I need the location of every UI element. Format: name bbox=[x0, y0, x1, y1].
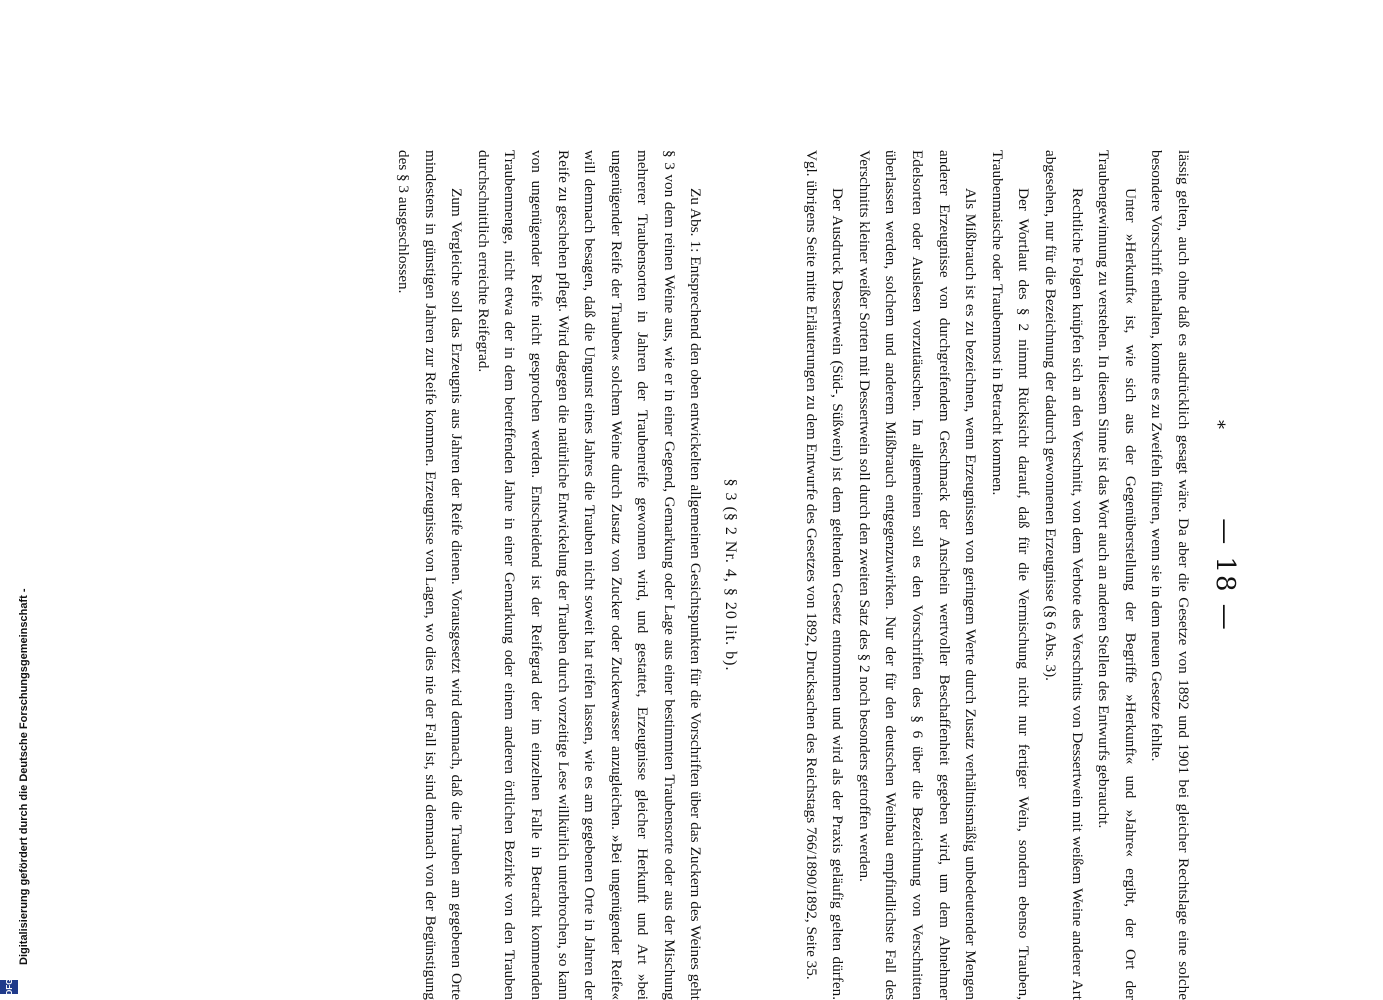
paragraph: Zum Vergleiche soll das Erzeugnis aus Jahren der Reife dienen. Vorausgesetzt wird demnach, daß die Trauben am gegebenen Orte mindestens in günstigen Jahren zur Reife kommen. Erzeugnisse von Lagen, wo dies nie der Fall ist, sind demnach von der Begünstigung des § 3 ausgeschlossen. bbox=[394, 150, 466, 1000]
paragraph: Rechtliche Folgen knüpfen sich an den Verschnitt, von dem Verbote des Verschnitts von Dessertwein mit weißem Weine anderer Art abgesehen, nur für die Bezeichnung der dadurch gewonnenen Erzeugnisse (§ 6 Abs. 3). bbox=[1042, 150, 1086, 1000]
paragraph: Unter »Herkunft« ist, wie sich aus der Gegenüberstellung der Begriffe »Herkunft« und »Jahre« ergibt, der Ort der Traubengewinnung zu verstehen. In diesem Sinne ist das Wort auch an anderen Stellen des Entwurfs gebraucht. bbox=[1095, 150, 1139, 1000]
dfg-logo-icon: DFG bbox=[0, 980, 18, 994]
paragraph: Zu Abs. 1: Entsprechend den oben entwickelten allgemeinen Gesichtspunkten für die Vorschriften über das Zuckern des Weines geht § 3 von dem reinen Weine aus, wie er in einer Gegend, Gemarkung oder Lage aus einer bestimmten Traubensorte oder aus der Mischung mehrerer Traubensorten in Jahren der Traubenreife gewonnen wird, und gestattet, Erzeugnisse gleicher Herkunft und Art »bei ungenügender Reife der Trauben« solchem Weine durch Zusatz von Zucker oder Zuckerwasser anzugleichen. »Bei ungenügender Reife« will demnach besagen, daß die Ungunst eines Jahres die Trauben nicht soweit hat reifen lassen, wie es am gegebenen Orte in Jahren der Reife zu geschehen pflegt. Wird dagegen die natürliche Entwickelung der Trauben durch vorzeitige Lese willkürlich unterbrochen, so kann von ungenügender Reife nicht gesprochen werden. Entscheidend ist der Reifegrad der im einzelnen Falle in Betracht kommenden Traubenmenge, nicht etwa der in dem betreffenden Jahre in einer Gemarkung oder einem anderen örtlichen Bezirke von den Trauben durchschnittlich erreichte Reifegrad. bbox=[474, 150, 705, 1000]
paragraph: Der Ausdruck Dessertwein (Süd-, Süßwein) ist dem geltenden Gesetz entnommen und wird als der Praxis geläufig gelten dürfen. Vgl. übrigens Seite mitte Erläuterungen zu dem Entwurfe des Gesetzes von 1892, Drucksachen des Reichstags 766/1890/1892, Seite 35. bbox=[802, 150, 847, 1000]
section-heading: § 3 (§ 2 Nr. 4, § 20 lit. b). bbox=[722, 478, 740, 672]
paragraph: Der Wortlaut des § 2 nimmt Rücksicht darauf, daß für die Vermischung nicht nur fertiger Wein, sondern ebenso Trauben, Traubenmaische oder Traubenmost in Betracht kommen. bbox=[988, 150, 1033, 1000]
page-number: — 18 — bbox=[1210, 518, 1240, 632]
digitization-credit: Digitalisierung gefördert durch die Deutsche Forschungsgemeinschaft - bbox=[18, 588, 30, 965]
body-text bbox=[389, 150, 1196, 1000]
page-mark: * bbox=[1207, 420, 1228, 429]
paragraph: Als Mißbrauch ist es zu bezeichnen, wenn Erzeugnissen von geringem Werte durch Zusatz verhältnismäßig unbedeutender Mengen anderer Erzeugnisse von durchgreifendem Geschmack der Anschein wertvoller Beschaffenheit gegeben wird, um dem Abnehmer Edelsorten oder Auslesen vorzutäuschen. Im allgemeinen soll es den Vorschriften des § 6 über die Bezeichnung von Verschnitten überlassen werden, solchem und anderem Mißbrauch entgegenzuwirken. Nur der für den deutschen Weinbau empfindlichste Fall des Verschnitts kleiner weißer Sorten mit Dessertwein soll durch den zweiten Satz des § 2 noch besonders getroffen werden. bbox=[855, 150, 980, 1000]
rotated-page-content bbox=[160, 150, 1240, 1000]
paragraph: lässig gelten, auch ohne daß es ausdrücklich gesagt wäre. Da aber die Gesetze von 1892 und 1901 bei gleicher Rechtslage eine solche besondere Vorschrift enthalten, konnte es zu Zweifeln führen, wenn sie in dem neuen Gesetze fehlte. bbox=[1148, 150, 1192, 1000]
